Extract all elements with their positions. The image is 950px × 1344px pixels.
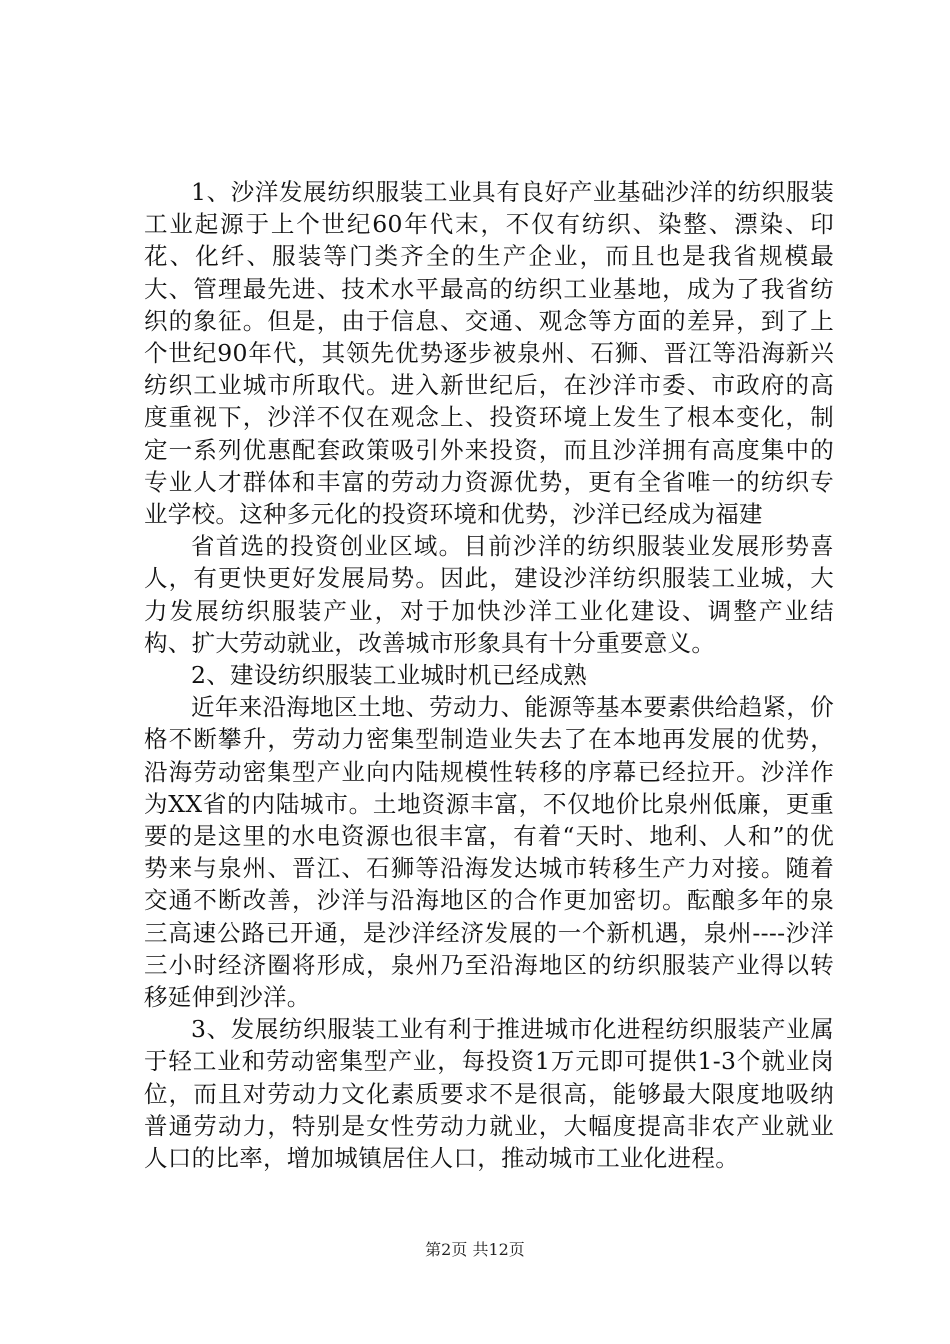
document-body (144, 176, 834, 1174)
paragraph-textile-foundation: 1、沙洋发展纺织服装工业具有良好产业基础沙洋的纺织服装工业起源于上个世纪60年代末，不仅有纺织、染整、漂染、印花、化纤、服装等门类齐全的生产企业，而且也是我省规模最大、管理最先进、技术水平最高的纺织工业基地，成为了我省纺织的象征。但是，由于信息、交通、观念等方面的差异，到了上个世纪90年代，其领先优势逐步被泉州、石狮、晋江等沿海新兴纺织工业城市所取代。进入新世纪后，在沙洋市委、市政府的高度重视下，沙洋不仅在观念上、投资环境上发生了根本变化，制定一系列优惠配套政策吸引外来投资，而且沙洋拥有高度集中的专业人才群体和丰富的劳动力资源优势，更有全省唯一的纺织专业学校。这种多元化的投资环境和优势，沙洋已经成为福建 (144, 178, 834, 529)
paragraph-urbanization: 3、发展纺织服装工业有利于推进城市化进程纺织服装产业属于轻工业和劳动密集型产业，每投资1万元即可提供1-3个就业岗位，而且对劳动力文化素质要求不是很高，能够最大限度地吸纳普通劳动力，特别是女性劳动力就业，大幅度提高非农产业就业人口的比率，增加城镇居住人口，推动城市工业化进程。 (144, 1015, 834, 1173)
paragraph-heading-timing: 2、建设纺织服装工业城时机已经成熟 (191, 661, 588, 690)
paragraph-investment-region: 省首选的投资创业区域。目前沙洋的纺织服装业发展形势喜人，有更快更好发展局势。因此，建设沙洋纺织服装工业城，大力发展纺织服装产业，对于加快沙洋工业化建设、调整产业结构、扩大劳动就业，改善城市形象具有十分重要意义。 (144, 532, 834, 657)
paragraph-coastal-transfer: 近年来沿海地区土地、劳动力、能源等基本要素供给趋紧，价格不断攀升，劳动力密集型制造业失去了在本地再发展的优势，沿海劳动密集型产业向内陆规模性转移的序幕已经拉开。沙洋作为XX省的内陆城市。土地资源丰富，不仅地价比泉州低廉，更重要的是这里的水电资源也很丰富，有着“天时、地利、人和”的优势来与泉州、晋江、石狮等沿海发达城市转移生产力对接。随着交通不断改善，沙洋与沿海地区的合作更加密切。酝酿多年的泉三高速公路已开通，是沙洋经济发展的一个新机遇，泉州----沙洋三小时经济圈将形成，泉州乃至沿海地区的纺织服装产业得以转移延伸到沙洋。 (144, 693, 834, 1012)
page-footer: 第2页 共12页 (425, 1240, 525, 1259)
